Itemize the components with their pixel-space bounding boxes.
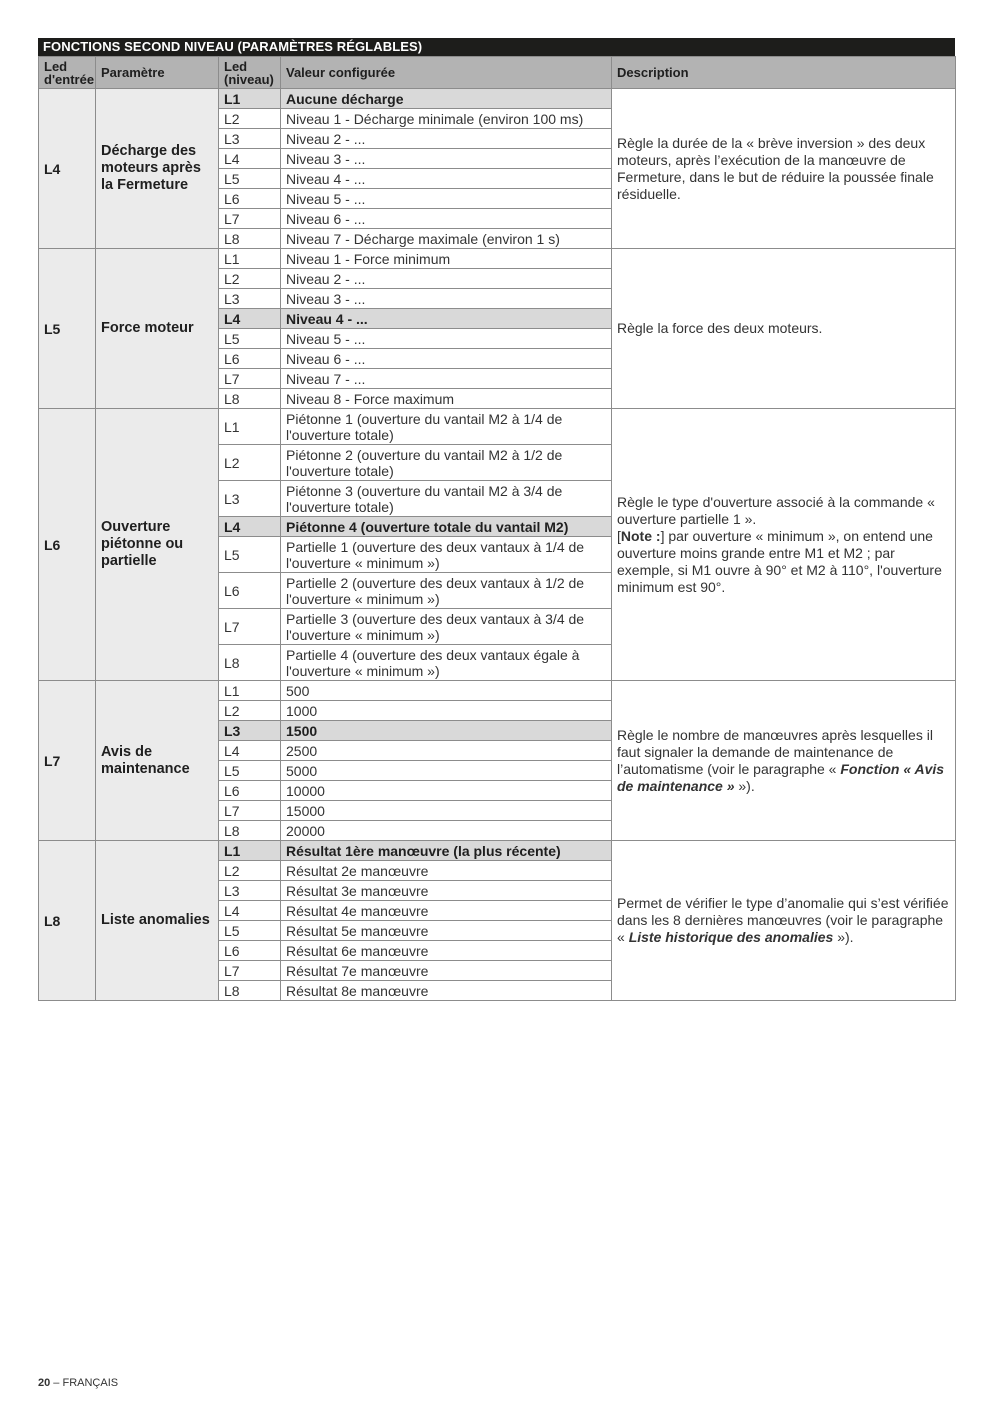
value-cell: Niveau 5 - ...	[281, 189, 612, 209]
header-value: Valeur configurée	[281, 57, 612, 89]
led-level-cell: L8	[219, 821, 281, 841]
led-level-cell: L6	[219, 781, 281, 801]
value-cell: Piétonne 3 (ouverture du vantail M2 à 3/4 de l'ouverture totale)	[281, 481, 612, 517]
led-level-cell: L2	[219, 701, 281, 721]
value-cell: Niveau 3 - ...	[281, 289, 612, 309]
value-cell: Partielle 2 (ouverture des deux vantaux à 1/2 de l'ouverture « minimum »)	[281, 573, 612, 609]
value-cell: Résultat 2e manœuvre	[281, 861, 612, 881]
led-level-cell: L6	[219, 349, 281, 369]
header-led-input: Led d'entrée	[39, 57, 96, 89]
value-cell: 15000	[281, 801, 612, 821]
value-cell: Niveau 1 - Force minimum	[281, 249, 612, 269]
table-row	[39, 249, 956, 269]
led-level-cell: L1	[219, 89, 281, 109]
value-cell: 10000	[281, 781, 612, 801]
led-level-cell: L8	[219, 981, 281, 1001]
led-level-cell: L5	[219, 537, 281, 573]
value-cell: Résultat 5e manœuvre	[281, 921, 612, 941]
table-row	[39, 841, 956, 861]
value-cell: 20000	[281, 821, 612, 841]
description-cell	[612, 409, 956, 681]
header-parameter: Paramètre	[96, 57, 219, 89]
led-level-cell: L8	[219, 645, 281, 681]
description-text: ] par ouverture « minimum », on entend une ouverture moins grande entre M1 et M2 ; par exemple, si M1 ouvre à 90° et M2 à 110°, l'ouverture minimum est 90°.	[617, 527, 942, 595]
description-note-label: Note :	[620, 527, 661, 544]
led-level-cell: L6	[219, 189, 281, 209]
description-bracket: [	[617, 527, 621, 544]
parameter-cell: Liste anomalies	[96, 841, 219, 1001]
led-level-cell: L1	[219, 681, 281, 701]
value-cell: Résultat 1ère manœuvre (la plus récente)	[281, 841, 612, 861]
led-level-cell: L4	[219, 309, 281, 329]
led-level-cell: L4	[219, 901, 281, 921]
led-level-cell: L4	[219, 149, 281, 169]
value-cell: Partielle 4 (ouverture des deux vantaux égale à l'ouverture « minimum »)	[281, 645, 612, 681]
led-level-cell: L1	[219, 841, 281, 861]
led-level-cell: L5	[219, 329, 281, 349]
description-cell	[612, 681, 956, 841]
led-level-cell: L5	[219, 169, 281, 189]
led-level-cell: L2	[219, 269, 281, 289]
value-cell: Niveau 5 - ...	[281, 329, 612, 349]
led-level-cell: L2	[219, 445, 281, 481]
value-cell: Niveau 4 - ...	[281, 309, 612, 329]
parameters-document	[38, 38, 955, 1001]
parameters-table	[38, 56, 956, 1001]
description-text: »).	[833, 929, 854, 945]
value-cell: Partielle 1 (ouverture des deux vantaux à 1/4 de l'ouverture « minimum »)	[281, 537, 612, 573]
led-level-cell: L3	[219, 721, 281, 741]
value-cell: Piétonne 1 (ouverture du vantail M2 à 1/4 de l'ouverture totale)	[281, 409, 612, 445]
value-cell: Piétonne 2 (ouverture du vantail M2 à 1/2 de l'ouverture totale)	[281, 445, 612, 481]
led-level-cell: L7	[219, 609, 281, 645]
description-cell	[612, 841, 956, 1001]
description-cell: Règle la durée de la « brève inversion » des deux moteurs, après l’exécution de la manœuvre de Fermeture, dans le but de réduire la poussée finale résiduelle.	[612, 89, 956, 249]
value-cell: Niveau 7 - ...	[281, 369, 612, 389]
led-level-cell: L7	[219, 369, 281, 389]
led-level-cell: L2	[219, 861, 281, 881]
led-input-cell: L8	[39, 841, 96, 1001]
led-input-cell: L7	[39, 681, 96, 841]
led-level-cell: L7	[219, 961, 281, 981]
description-reference: Fonction « Avis de maintenance »	[617, 760, 945, 794]
led-level-cell: L4	[219, 741, 281, 761]
value-cell: Résultat 7e manœuvre	[281, 961, 612, 981]
value-cell: Piétonne 4 (ouverture totale du vantail M2)	[281, 517, 612, 537]
table-row	[39, 681, 956, 701]
led-level-cell: L5	[219, 761, 281, 781]
led-level-cell: L3	[219, 289, 281, 309]
value-cell: Niveau 2 - ...	[281, 269, 612, 289]
table-row	[39, 409, 956, 445]
led-level-cell: L3	[219, 129, 281, 149]
value-cell: Niveau 8 - Force maximum	[281, 389, 612, 409]
parameter-cell: Avis de maintenance	[96, 681, 219, 841]
value-cell: Niveau 3 - ...	[281, 149, 612, 169]
led-level-cell: L6	[219, 941, 281, 961]
page-footer	[38, 1377, 118, 1389]
parameter-cell: Force moteur	[96, 249, 219, 409]
parameter-cell: Décharge des moteurs après la Fermeture	[96, 89, 219, 249]
value-cell: 2500	[281, 741, 612, 761]
led-level-cell: L2	[219, 109, 281, 129]
table-header-row	[39, 57, 956, 89]
led-level-cell: L1	[219, 409, 281, 445]
value-cell: 5000	[281, 761, 612, 781]
value-cell: Résultat 4e manœuvre	[281, 901, 612, 921]
value-cell: Niveau 4 - ...	[281, 169, 612, 189]
description-cell: Règle la force des deux moteurs.	[612, 249, 956, 409]
value-cell: Partielle 3 (ouverture des deux vantaux à 3/4 de l'ouverture « minimum »)	[281, 609, 612, 645]
parameter-cell: Ouverture piétonne ou partielle	[96, 409, 219, 681]
value-cell: Niveau 6 - ...	[281, 209, 612, 229]
led-level-cell: L4	[219, 517, 281, 537]
led-input-cell: L6	[39, 409, 96, 681]
led-level-cell: L7	[219, 801, 281, 821]
table-row	[39, 89, 956, 109]
value-cell: Niveau 6 - ...	[281, 349, 612, 369]
led-input-cell: L5	[39, 249, 96, 409]
header-led-level: Led (niveau)	[219, 57, 281, 89]
value-cell: Résultat 6e manœuvre	[281, 941, 612, 961]
value-cell: Résultat 8e manœuvre	[281, 981, 612, 1001]
table-title: FONCTIONS SECOND NIVEAU (PARAMÈTRES RÉGLABLES)	[38, 38, 955, 56]
led-input-cell: L4	[39, 89, 96, 249]
description-reference: Liste historique des anomalies	[628, 929, 834, 945]
header-description: Description	[612, 57, 956, 89]
value-cell: 1500	[281, 721, 612, 741]
led-level-cell: L3	[219, 881, 281, 901]
value-cell: Aucune décharge	[281, 89, 612, 109]
led-level-cell: L8	[219, 389, 281, 409]
value-cell: Résultat 3e manœuvre	[281, 881, 612, 901]
page-number: 20	[38, 1377, 51, 1389]
description-text: Règle le nombre de manœuvres après lesquelles il faut signaler la demande de maintenance de l’automatisme (voir le paragraphe «	[617, 726, 933, 777]
led-level-cell: L8	[219, 229, 281, 249]
value-cell: Niveau 1 - Décharge minimale (environ 100 ms)	[281, 109, 612, 129]
led-level-cell: L7	[219, 209, 281, 229]
table-body	[39, 89, 956, 1001]
led-level-cell: L5	[219, 921, 281, 941]
led-level-cell: L1	[219, 249, 281, 269]
description-text: Règle le type d'ouverture associé à la commande « ouverture partielle 1 ».	[617, 493, 935, 527]
footer-language: FRANÇAIS	[62, 1377, 119, 1389]
description-text: Permet de vérifier le type d’anomalie qui s’est vérifiée dans les 8 dernières manœuvres (voir le paragraphe «	[617, 895, 949, 945]
description-text: »).	[734, 777, 755, 794]
value-cell: 500	[281, 681, 612, 701]
led-level-cell: L6	[219, 573, 281, 609]
footer-separator: –	[50, 1377, 63, 1389]
value-cell: Niveau 2 - ...	[281, 129, 612, 149]
led-level-cell: L3	[219, 481, 281, 517]
value-cell: Niveau 7 - Décharge maximale (environ 1 s)	[281, 229, 612, 249]
value-cell: 1000	[281, 701, 612, 721]
